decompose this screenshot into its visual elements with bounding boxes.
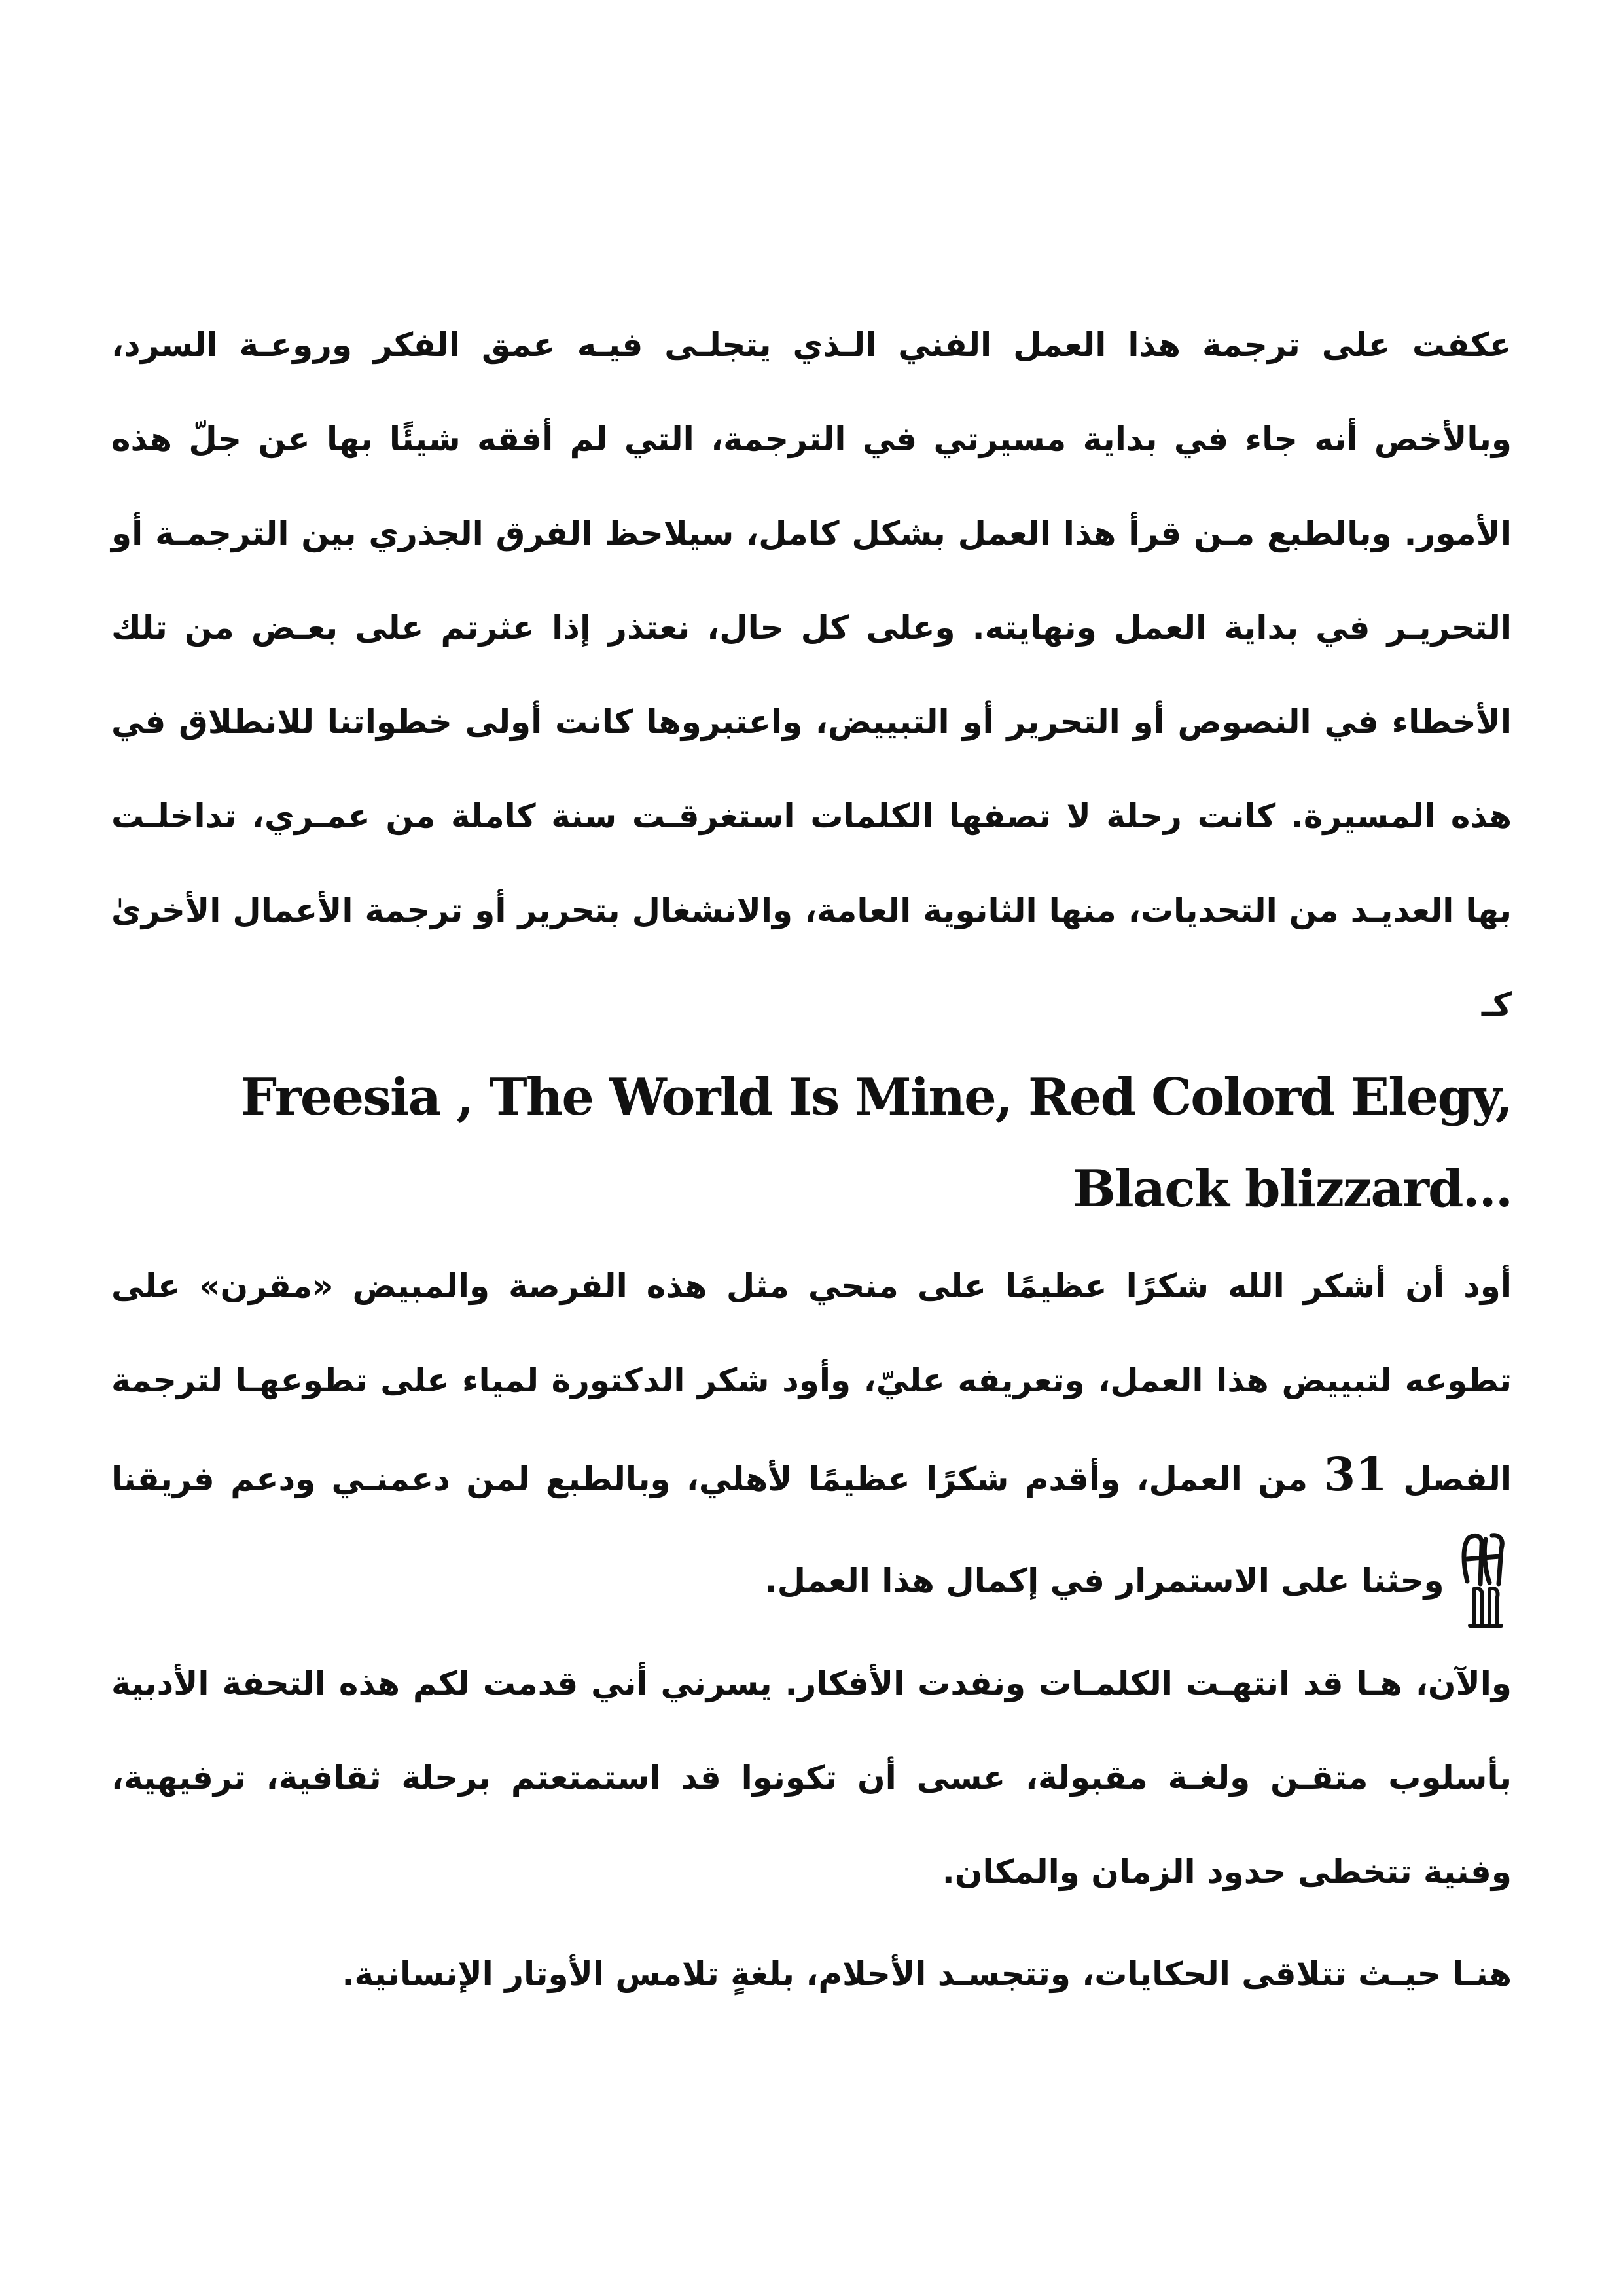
paragraph-intro	[111, 298, 1512, 1235]
paragraph-thanks	[111, 1239, 1512, 1631]
paragraph-closing-text: والآن، هـا قد انتهـت الكلمـات ونفدت الأفكار. يسرني أني قدمت لكم هذه التحفة الأدبية بأسلوب متقـن ولغـة مقبولة، عسى أن تكونوا قد استمتعتم برحلة ثقافية، ترفيهية، وفنية تتخطى حدود الزمان والمكان.	[111, 1664, 1512, 1891]
paragraph-thanks-text-middle: من العمل، وأقدم شكرًا عظيمًا لأهلي، وبالطبع لمن دعمنـي ودعم فريقنا	[111, 1460, 1308, 1498]
paragraph-final	[111, 1927, 1512, 2021]
paragraph-final-text: هنـا حيـث تتلاقى الحكايات، وتتجسـد الأحلام، بلغةٍ تلامس الأوتار الإنسانية.	[342, 1955, 1512, 1993]
team-logo-icon	[1459, 1526, 1508, 1631]
paragraph-thanks-text-start: أود أن أشكر الله شكرًا عظيمًا على منحي مثل هذه الفرصة والمبيض «مقرن» على تطوعه لتبييض هذا العمل، وتعريفه عليّ، وأود شكر الدكتورة لمياء على تطوعهـا لترجمة الفصل	[111, 1267, 1512, 1498]
paragraph-closing	[111, 1636, 1512, 1919]
paragraph-thanks-text-end: وحثنا على الاستمرار في إكمال هذا العمل.	[764, 1562, 1444, 1600]
other-works-list: Freesia , The World Is Mine, Red Colord Elegy, Black blizzard...	[240, 1067, 1512, 1219]
paragraph-intro-text: عكفت على ترجمة هذا العمل الفني الـذي يتجلـى فيـه عمق الفكر وروعـة السرد، وبالأخص أنه جاء في بداية مسيرتي في الترجمة، التي لم أفقه شيئًا بها عن جلّ هذه الأمور. وبالطبع مـن قرأ هذا العمل بشكل كامل، سيلاحظ الفرق الجذري بين الترجمـة أو التحريـر في بداية العمل ونهايته. وعلى كل حال، نعتذر إذا عثرتم على بعـض من تلك الأخطاء في النصوص أو التحرير أو التبييض، واعتبروها كانت أولى خطواتنا للانطلاق في هذه المسيرة. كانت رحلة لا تصفها الكلمات استغرقـت سنة كاملة من عمـري، تداخلـت بها العديـد من التحديات، منها الثانوية العامة، والانشغال بتحرير أو ترجمة الأعمال الأخرىٰ كـ	[111, 326, 1512, 1024]
chapter-number: 31	[1323, 1447, 1387, 1501]
translator-note	[111, 298, 1512, 2021]
